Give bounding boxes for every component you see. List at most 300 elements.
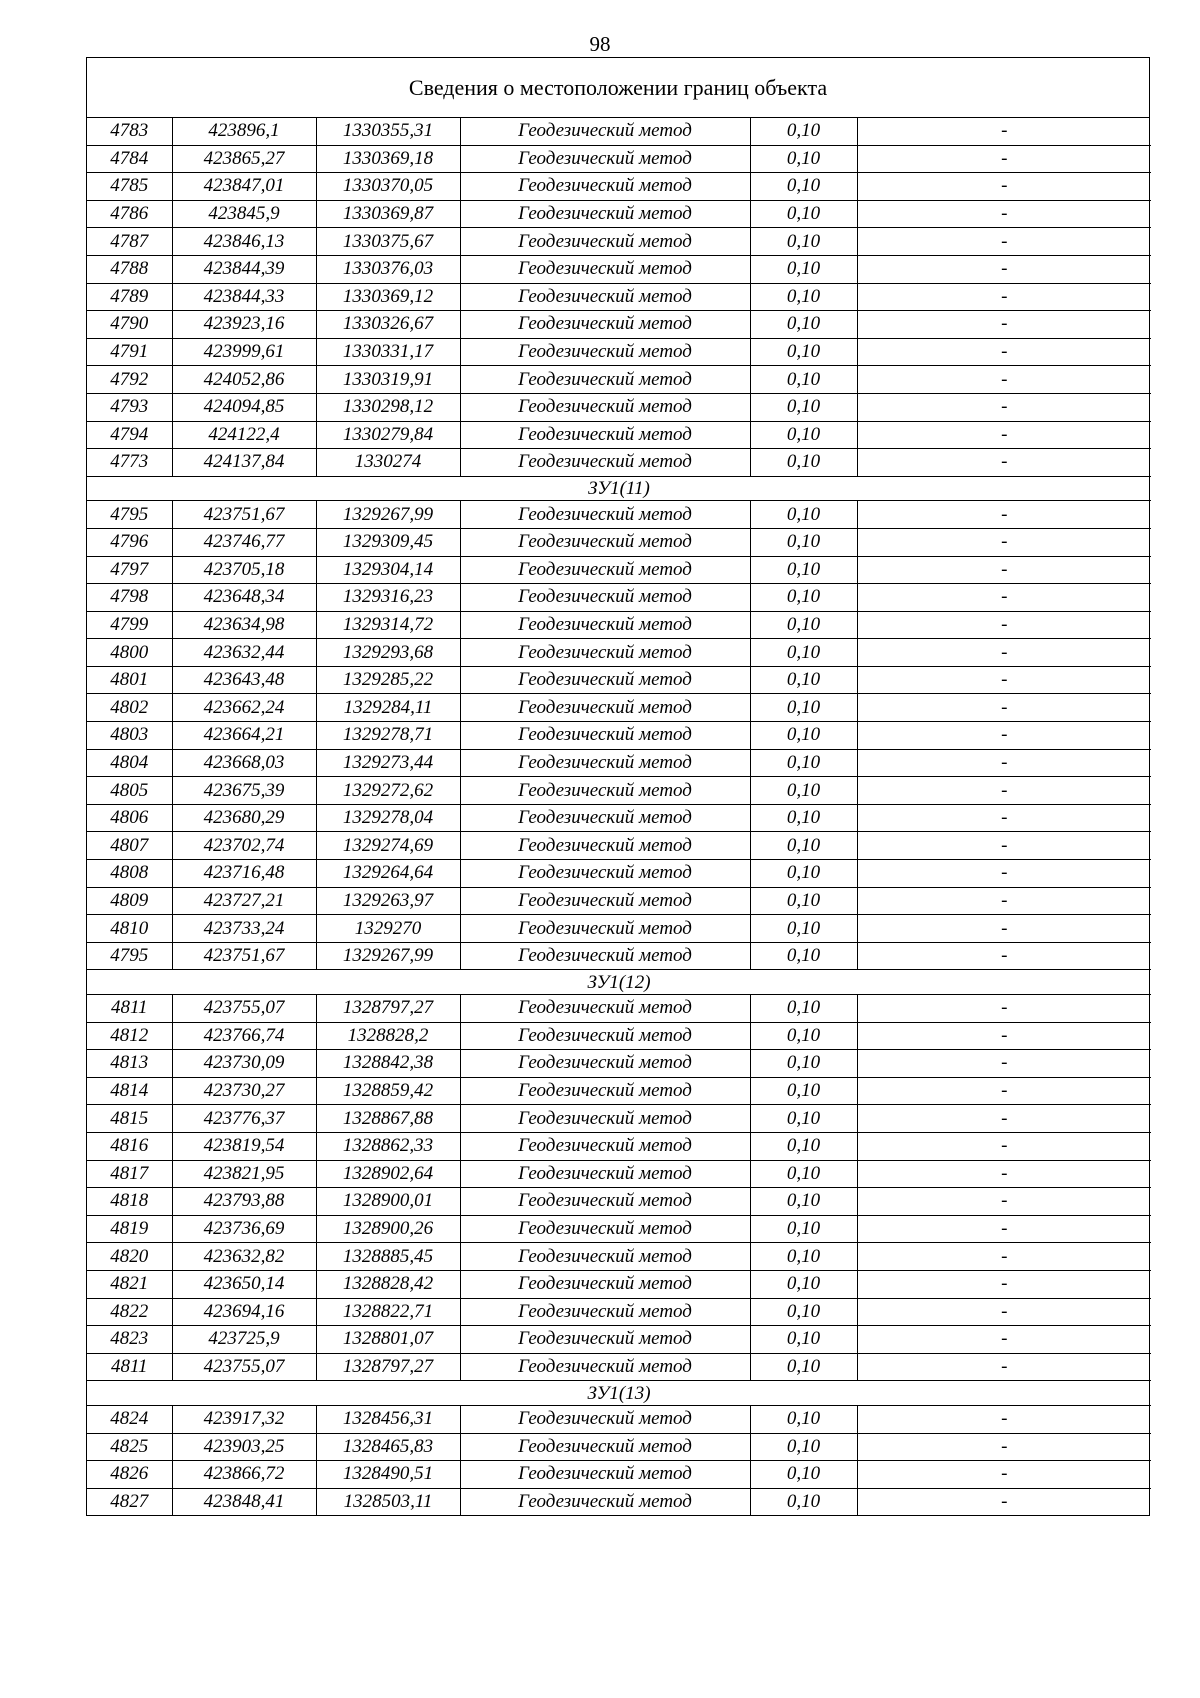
point-number-cell: 4773 (87, 449, 172, 477)
note-cell: - (857, 611, 1151, 639)
precision-cell: 0,10 (750, 173, 857, 201)
x-coordinate-cell: 423643,48 (172, 666, 316, 694)
y-coordinate-cell: 1328867,88 (316, 1105, 460, 1133)
precision-cell: 0,10 (750, 228, 857, 256)
precision-cell: 0,10 (750, 666, 857, 694)
point-number-cell: 4814 (87, 1077, 172, 1105)
x-coordinate-cell: 424094,85 (172, 393, 316, 421)
x-coordinate-cell: 423793,88 (172, 1188, 316, 1216)
precision-cell: 0,10 (750, 1188, 857, 1216)
table-row (87, 584, 1151, 612)
section-header-row (87, 1381, 1151, 1406)
point-number-cell: 4798 (87, 584, 172, 612)
y-coordinate-cell: 1328822,71 (316, 1298, 460, 1326)
table-row (87, 1270, 1151, 1298)
x-coordinate-cell: 423746,77 (172, 528, 316, 556)
note-cell: - (857, 173, 1151, 201)
method-cell: Геодезический метод (460, 584, 750, 612)
x-coordinate-cell: 423923,16 (172, 311, 316, 339)
point-number-cell: 4790 (87, 311, 172, 339)
y-coordinate-cell: 1329263,97 (316, 887, 460, 915)
note-cell: - (857, 666, 1151, 694)
method-cell: Геодезический метод (460, 777, 750, 805)
note-cell: - (857, 200, 1151, 228)
point-number-cell: 4786 (87, 200, 172, 228)
precision-cell: 0,10 (750, 283, 857, 311)
method-cell: Геодезический метод (460, 1188, 750, 1216)
x-coordinate-cell: 423675,39 (172, 777, 316, 805)
method-cell: Геодезический метод (460, 449, 750, 477)
note-cell: - (857, 887, 1151, 915)
precision-cell: 0,10 (750, 749, 857, 777)
y-coordinate-cell: 1329273,44 (316, 749, 460, 777)
table-row (87, 393, 1151, 421)
page-number: 98 (589, 32, 611, 56)
note-cell: - (857, 804, 1151, 832)
point-number-cell: 4812 (87, 1022, 172, 1050)
table-row (87, 694, 1151, 722)
point-number-cell: 4808 (87, 860, 172, 888)
y-coordinate-cell: 1328859,42 (316, 1077, 460, 1105)
note-cell: - (857, 1353, 1151, 1381)
y-coordinate-cell: 1328902,64 (316, 1160, 460, 1188)
method-cell: Геодезический метод (460, 749, 750, 777)
precision-cell: 0,10 (750, 1298, 857, 1326)
table-row (87, 722, 1151, 750)
x-coordinate-cell: 423896,1 (172, 118, 316, 145)
precision-cell: 0,10 (750, 1405, 857, 1433)
precision-cell: 0,10 (750, 1050, 857, 1078)
method-cell: Геодезический метод (460, 1353, 750, 1381)
precision-cell: 0,10 (750, 584, 857, 612)
note-cell: - (857, 777, 1151, 805)
section-label: ЗУ1(12) (87, 970, 1151, 995)
table-row (87, 200, 1151, 228)
precision-cell: 0,10 (750, 1215, 857, 1243)
precision-cell: 0,10 (750, 1077, 857, 1105)
y-coordinate-cell: 1329267,99 (316, 942, 460, 970)
table-row (87, 1433, 1151, 1461)
point-number-cell: 4811 (87, 1353, 172, 1381)
table-title: Сведения о местоположении границ объекта (87, 58, 1149, 118)
method-cell: Геодезический метод (460, 666, 750, 694)
table-row (87, 366, 1151, 394)
note-cell: - (857, 1298, 1151, 1326)
y-coordinate-cell: 1328490,51 (316, 1461, 460, 1489)
method-cell: Геодезический метод (460, 1488, 750, 1515)
note-cell: - (857, 915, 1151, 943)
table-row (87, 1022, 1151, 1050)
precision-cell: 0,10 (750, 694, 857, 722)
table-row (87, 173, 1151, 201)
method-cell: Геодезический метод (460, 722, 750, 750)
x-coordinate-cell: 423632,44 (172, 639, 316, 667)
x-coordinate-cell: 423736,69 (172, 1215, 316, 1243)
table-row (87, 1298, 1151, 1326)
y-coordinate-cell: 1330355,31 (316, 118, 460, 145)
y-coordinate-cell: 1330326,67 (316, 311, 460, 339)
table-row (87, 832, 1151, 860)
precision-cell: 0,10 (750, 915, 857, 943)
point-number-cell: 4818 (87, 1188, 172, 1216)
x-coordinate-cell: 423680,29 (172, 804, 316, 832)
point-number-cell: 4815 (87, 1105, 172, 1133)
y-coordinate-cell: 1330319,91 (316, 366, 460, 394)
table-row (87, 1405, 1151, 1433)
precision-cell: 0,10 (750, 942, 857, 970)
precision-cell: 0,10 (750, 1132, 857, 1160)
table-row (87, 777, 1151, 805)
precision-cell: 0,10 (750, 311, 857, 339)
point-number-cell: 4806 (87, 804, 172, 832)
x-coordinate-cell: 423844,33 (172, 283, 316, 311)
table-row (87, 915, 1151, 943)
x-coordinate-cell: 424137,84 (172, 449, 316, 477)
method-cell: Геодезический метод (460, 1298, 750, 1326)
table-row (87, 1488, 1151, 1515)
note-cell: - (857, 1050, 1151, 1078)
method-cell: Геодезический метод (460, 995, 750, 1023)
table-row (87, 942, 1151, 970)
x-coordinate-cell: 423725,9 (172, 1326, 316, 1354)
note-cell: - (857, 584, 1151, 612)
x-coordinate-cell: 423819,54 (172, 1132, 316, 1160)
precision-cell: 0,10 (750, 338, 857, 366)
x-coordinate-cell: 423865,27 (172, 145, 316, 173)
method-cell: Геодезический метод (460, 694, 750, 722)
x-coordinate-cell: 423999,61 (172, 338, 316, 366)
point-number-cell: 4797 (87, 556, 172, 584)
x-coordinate-cell: 423668,03 (172, 749, 316, 777)
note-cell: - (857, 1461, 1151, 1489)
y-coordinate-cell: 1328801,07 (316, 1326, 460, 1354)
y-coordinate-cell: 1328900,26 (316, 1215, 460, 1243)
method-cell: Геодезический метод (460, 804, 750, 832)
method-cell: Геодезический метод (460, 1160, 750, 1188)
x-coordinate-cell: 424122,4 (172, 421, 316, 449)
point-number-cell: 4785 (87, 173, 172, 201)
method-cell: Геодезический метод (460, 1132, 750, 1160)
note-cell: - (857, 1488, 1151, 1515)
x-coordinate-cell: 423917,32 (172, 1405, 316, 1433)
note-cell: - (857, 283, 1151, 311)
precision-cell: 0,10 (750, 611, 857, 639)
y-coordinate-cell: 1329264,64 (316, 860, 460, 888)
y-coordinate-cell: 1329314,72 (316, 611, 460, 639)
x-coordinate-cell: 423847,01 (172, 173, 316, 201)
precision-cell: 0,10 (750, 1243, 857, 1271)
note-cell: - (857, 1326, 1151, 1354)
table-row (87, 338, 1151, 366)
note-cell: - (857, 118, 1151, 145)
note-cell: - (857, 1188, 1151, 1216)
table-row (87, 1353, 1151, 1381)
precision-cell: 0,10 (750, 366, 857, 394)
x-coordinate-cell: 423730,09 (172, 1050, 316, 1078)
point-number-cell: 4791 (87, 338, 172, 366)
x-coordinate-cell: 423866,72 (172, 1461, 316, 1489)
note-cell: - (857, 1022, 1151, 1050)
method-cell: Геодезический метод (460, 1022, 750, 1050)
table-row (87, 1188, 1151, 1216)
note-cell: - (857, 556, 1151, 584)
note-cell: - (857, 1215, 1151, 1243)
section-label: ЗУ1(11) (87, 476, 1151, 501)
y-coordinate-cell: 1330274 (316, 449, 460, 477)
y-coordinate-cell: 1328797,27 (316, 1353, 460, 1381)
note-cell: - (857, 639, 1151, 667)
table-row (87, 1243, 1151, 1271)
method-cell: Геодезический метод (460, 366, 750, 394)
y-coordinate-cell: 1328503,11 (316, 1488, 460, 1515)
table-row (87, 666, 1151, 694)
x-coordinate-cell: 423846,13 (172, 228, 316, 256)
x-coordinate-cell: 423751,67 (172, 501, 316, 529)
point-number-cell: 4784 (87, 145, 172, 173)
method-cell: Геодезический метод (460, 639, 750, 667)
method-cell: Геодезический метод (460, 528, 750, 556)
x-coordinate-cell: 423844,39 (172, 255, 316, 283)
y-coordinate-cell: 1329316,23 (316, 584, 460, 612)
note-cell: - (857, 1243, 1151, 1271)
precision-cell: 0,10 (750, 556, 857, 584)
method-cell: Геодезический метод (460, 942, 750, 970)
point-number-cell: 4811 (87, 995, 172, 1023)
x-coordinate-cell: 423632,82 (172, 1243, 316, 1271)
table-row (87, 449, 1151, 477)
point-number-cell: 4787 (87, 228, 172, 256)
point-number-cell: 4795 (87, 942, 172, 970)
y-coordinate-cell: 1329272,62 (316, 777, 460, 805)
x-coordinate-cell: 423662,24 (172, 694, 316, 722)
table-row (87, 1077, 1151, 1105)
precision-cell: 0,10 (750, 393, 857, 421)
table-row (87, 255, 1151, 283)
point-number-cell: 4796 (87, 528, 172, 556)
x-coordinate-cell: 423702,74 (172, 832, 316, 860)
point-number-cell: 4807 (87, 832, 172, 860)
y-coordinate-cell: 1328862,33 (316, 1132, 460, 1160)
note-cell: - (857, 449, 1151, 477)
method-cell: Геодезический метод (460, 1105, 750, 1133)
precision-cell: 0,10 (750, 995, 857, 1023)
method-cell: Геодезический метод (460, 1243, 750, 1271)
y-coordinate-cell: 1328842,38 (316, 1050, 460, 1078)
x-coordinate-cell: 423848,41 (172, 1488, 316, 1515)
point-number-cell: 4800 (87, 639, 172, 667)
method-cell: Геодезический метод (460, 1433, 750, 1461)
method-cell: Геодезический метод (460, 255, 750, 283)
note-cell: - (857, 722, 1151, 750)
point-number-cell: 4795 (87, 501, 172, 529)
y-coordinate-cell: 1328828,2 (316, 1022, 460, 1050)
y-coordinate-cell: 1329278,04 (316, 804, 460, 832)
note-cell: - (857, 1132, 1151, 1160)
method-cell: Геодезический метод (460, 421, 750, 449)
table-row (87, 1132, 1151, 1160)
point-number-cell: 4802 (87, 694, 172, 722)
precision-cell: 0,10 (750, 777, 857, 805)
table-row (87, 887, 1151, 915)
note-cell: - (857, 1077, 1151, 1105)
note-cell: - (857, 1105, 1151, 1133)
note-cell: - (857, 393, 1151, 421)
x-coordinate-cell: 423694,16 (172, 1298, 316, 1326)
precision-cell: 0,10 (750, 118, 857, 145)
x-coordinate-cell: 423755,07 (172, 1353, 316, 1381)
y-coordinate-cell: 1329293,68 (316, 639, 460, 667)
precision-cell: 0,10 (750, 1326, 857, 1354)
precision-cell: 0,10 (750, 528, 857, 556)
y-coordinate-cell: 1329278,71 (316, 722, 460, 750)
note-cell: - (857, 228, 1151, 256)
table-row (87, 1050, 1151, 1078)
x-coordinate-cell: 423730,27 (172, 1077, 316, 1105)
precision-cell: 0,10 (750, 1433, 857, 1461)
point-number-cell: 4801 (87, 666, 172, 694)
precision-cell: 0,10 (750, 501, 857, 529)
table-row (87, 118, 1151, 145)
precision-cell: 0,10 (750, 200, 857, 228)
point-number-cell: 4813 (87, 1050, 172, 1078)
point-number-cell: 4804 (87, 749, 172, 777)
precision-cell: 0,10 (750, 1022, 857, 1050)
precision-cell: 0,10 (750, 421, 857, 449)
y-coordinate-cell: 1330369,12 (316, 283, 460, 311)
method-cell: Геодезический метод (460, 173, 750, 201)
table-row (87, 1215, 1151, 1243)
note-cell: - (857, 366, 1151, 394)
y-coordinate-cell: 1329270 (316, 915, 460, 943)
method-cell: Геодезический метод (460, 118, 750, 145)
note-cell: - (857, 942, 1151, 970)
point-number-cell: 4827 (87, 1488, 172, 1515)
y-coordinate-cell: 1329309,45 (316, 528, 460, 556)
method-cell: Геодезический метод (460, 228, 750, 256)
table-row (87, 1105, 1151, 1133)
table-row (87, 860, 1151, 888)
point-number-cell: 4823 (87, 1326, 172, 1354)
y-coordinate-cell: 1329267,99 (316, 501, 460, 529)
x-coordinate-cell: 423705,18 (172, 556, 316, 584)
y-coordinate-cell: 1330369,18 (316, 145, 460, 173)
method-cell: Геодезический метод (460, 1215, 750, 1243)
y-coordinate-cell: 1330376,03 (316, 255, 460, 283)
point-number-cell: 4792 (87, 366, 172, 394)
precision-cell: 0,10 (750, 1105, 857, 1133)
section-header-row (87, 476, 1151, 501)
note-cell: - (857, 255, 1151, 283)
note-cell: - (857, 1270, 1151, 1298)
point-number-cell: 4821 (87, 1270, 172, 1298)
method-cell: Геодезический метод (460, 283, 750, 311)
precision-cell: 0,10 (750, 1353, 857, 1381)
method-cell: Геодезический метод (460, 1050, 750, 1078)
table-row (87, 1160, 1151, 1188)
method-cell: Геодезический метод (460, 860, 750, 888)
y-coordinate-cell: 1329285,22 (316, 666, 460, 694)
precision-cell: 0,10 (750, 255, 857, 283)
x-coordinate-cell: 423634,98 (172, 611, 316, 639)
note-cell: - (857, 995, 1151, 1023)
point-number-cell: 4805 (87, 777, 172, 805)
point-number-cell: 4816 (87, 1132, 172, 1160)
x-coordinate-cell: 423776,37 (172, 1105, 316, 1133)
point-number-cell: 4793 (87, 393, 172, 421)
method-cell: Геодезический метод (460, 393, 750, 421)
boundary-table-sheet (86, 57, 1150, 1516)
y-coordinate-cell: 1328456,31 (316, 1405, 460, 1433)
y-coordinate-cell: 1330279,84 (316, 421, 460, 449)
precision-cell: 0,10 (750, 1160, 857, 1188)
table-row (87, 995, 1151, 1023)
method-cell: Геодезический метод (460, 611, 750, 639)
note-cell: - (857, 311, 1151, 339)
x-coordinate-cell: 423650,14 (172, 1270, 316, 1298)
note-cell: - (857, 1433, 1151, 1461)
method-cell: Геодезический метод (460, 1326, 750, 1354)
x-coordinate-cell: 423664,21 (172, 722, 316, 750)
x-coordinate-cell: 423766,74 (172, 1022, 316, 1050)
table-row (87, 283, 1151, 311)
point-number-cell: 4799 (87, 611, 172, 639)
precision-cell: 0,10 (750, 860, 857, 888)
precision-cell: 0,10 (750, 1461, 857, 1489)
section-header-row (87, 970, 1151, 995)
x-coordinate-cell: 423727,21 (172, 887, 316, 915)
table-row (87, 556, 1151, 584)
table-row (87, 421, 1151, 449)
method-cell: Геодезический метод (460, 1270, 750, 1298)
method-cell: Геодезический метод (460, 556, 750, 584)
x-coordinate-cell: 423821,95 (172, 1160, 316, 1188)
note-cell: - (857, 145, 1151, 173)
note-cell: - (857, 421, 1151, 449)
precision-cell: 0,10 (750, 145, 857, 173)
note-cell: - (857, 860, 1151, 888)
precision-cell: 0,10 (750, 887, 857, 915)
table-row (87, 804, 1151, 832)
y-coordinate-cell: 1330331,17 (316, 338, 460, 366)
y-coordinate-cell: 1330298,12 (316, 393, 460, 421)
y-coordinate-cell: 1328797,27 (316, 995, 460, 1023)
y-coordinate-cell: 1329274,69 (316, 832, 460, 860)
point-number-cell: 4822 (87, 1298, 172, 1326)
y-coordinate-cell: 1328828,42 (316, 1270, 460, 1298)
method-cell: Геодезический метод (460, 145, 750, 173)
x-coordinate-cell: 423733,24 (172, 915, 316, 943)
y-coordinate-cell: 1329304,14 (316, 556, 460, 584)
point-number-cell: 4824 (87, 1405, 172, 1433)
method-cell: Геодезический метод (460, 887, 750, 915)
table-row (87, 228, 1151, 256)
method-cell: Геодезический метод (460, 338, 750, 366)
method-cell: Геодезический метод (460, 311, 750, 339)
method-cell: Геодезический метод (460, 200, 750, 228)
point-number-cell: 4783 (87, 118, 172, 145)
table-row (87, 1326, 1151, 1354)
precision-cell: 0,10 (750, 449, 857, 477)
point-number-cell: 4817 (87, 1160, 172, 1188)
note-cell: - (857, 528, 1151, 556)
note-cell: - (857, 832, 1151, 860)
table-row (87, 145, 1151, 173)
point-number-cell: 4826 (87, 1461, 172, 1489)
x-coordinate-cell: 423903,25 (172, 1433, 316, 1461)
note-cell: - (857, 338, 1151, 366)
point-number-cell: 4825 (87, 1433, 172, 1461)
point-number-cell: 4819 (87, 1215, 172, 1243)
